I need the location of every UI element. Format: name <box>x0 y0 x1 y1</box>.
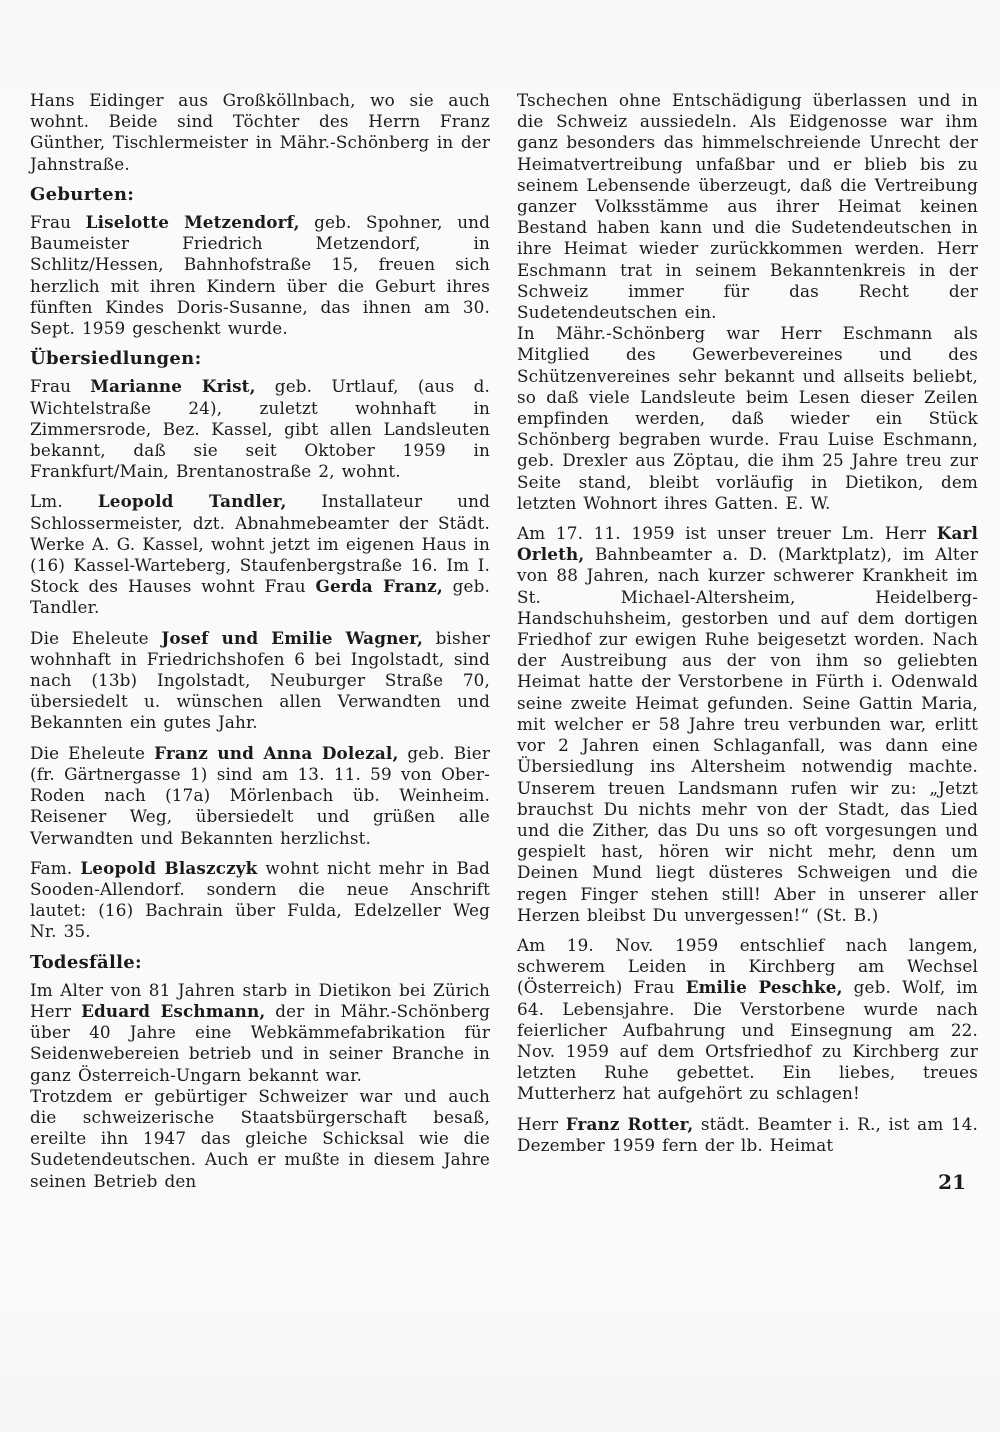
text-run: Hans Eidinger aus Großköllnbach, wo sie auch wohnt. Beide sind Töchter des Herrn Franz Günther, Tischlermeister in Mähr.-Schönberg in der Jahnstraße. <box>30 90 490 174</box>
text-run: Frau <box>30 376 91 397</box>
heading-uebersiedlungen: Übersiedlungen: <box>30 348 202 370</box>
paragraph-tandler <box>30 491 490 618</box>
text-run: Installateur und Schlossermeister, dzt. Abnahmebeamter der Städt. Werke A. G. Kassel, wohnt jetzt im eigenen Haus in (16) Kassel-Warteberg, Staufenbergstraße 16. Im I. Stock des Hauses wohnt Frau <box>30 491 490 597</box>
text-run: Im Alter von 81 Jahren starb in Dietikon bei Zürich Herr <box>30 979 490 1021</box>
right-column <box>517 90 978 1194</box>
paragraph-eschmann-3 <box>517 90 978 323</box>
page-number: 21 <box>938 1169 966 1194</box>
text-run: wohnt nicht mehr in Bad Sooden-Allendorf. sondern die neue Anschrift lautet: (16) Bachrain über Fulda, Edelzeller Weg Nr. 35. <box>30 857 491 942</box>
text-run: geb. Spohner, und Baumeister Friedrich Metzendorf, in Schlitz/Hessen, Bahnhofstraße 15, freuen sich herzlich mit ihren Kindern über die Geburt ihres fünften Kindes Doris-Susanne, das ihnen am 30. Sept. 1959 geschenkt wurde. <box>30 212 490 339</box>
bold-text-run: Leopold Blaszczyk <box>80 857 258 878</box>
text-run: Lm. <box>30 491 98 512</box>
paragraph-rotter <box>517 1114 978 1156</box>
paragraph-blaszczyk <box>30 858 490 943</box>
bold-text-run: Josef und Emilie Wagner, <box>161 627 424 648</box>
paragraph-orleth <box>517 523 978 926</box>
paragraph-eschmann-2 <box>30 1086 490 1192</box>
paragraph-peschke <box>517 935 978 1105</box>
text-run: Bahnbeamter a. D. (Marktplatz), im Alter von 88 Jahren, nach kurzer schwerer Krankheit im St. Michael-Altersheim, Heidelberg-Handschuhsheim, gestorben und auf dem dortigen Friedhof zur ewigen Ruhe beigesetzt worden. Nach der Austreibung aus der von ihm so geliebten Heimat hatte der Verstorbene in Fürth i. Odenwald seine zweite Heimat gefunden. Seine Gattin Maria, mit welcher er 58 Jahre treu verbunden war, erlitt vor 2 Jahren einen Schlaganfall, was dann eine Übersiedlung ins Altersheim notwendig machte. Unserem treuen Landsmann rufen wir zu: „Jetzt brauchst Du nichts mehr von der Stadt, das Lied und die Zither, das Du uns so oft vorgesungen und gespielt hast, hören wir nicht mehr, denn um Deinen Mund liegt düsteres Schweigen und die regen Finger stehen still! Aber in unserer aller Herzen bleibst Du unvergessen!“ (St. B.) <box>517 544 978 925</box>
heading-geburten: Geburten: <box>30 183 135 205</box>
bold-text-run: Eduard Eschmann, <box>81 1000 266 1021</box>
bold-text-run: Emilie Peschke, <box>685 977 843 998</box>
text-run: Trotzdem er gebürtiger Schweizer war und auch die schweizerische Staatsbürgerschaft besaß, ereilte ihn 1947 das gleiche Schicksal wie die Sudetendeutschen. Auch er mußte in diesem Jahre seinen Betrieb den <box>30 1085 490 1191</box>
text-run: geb. Urtlauf, (aus d. Wichtelstraße 24), zuletzt wohnhaft in Zimmersrode, Bez. Kassel, gibt allen Landsleuten bekannt, daß sie seit Oktober 1959 in Frankfurt/Main, Brentanostraße 2, wohnt. <box>30 376 490 482</box>
text-run: Am 17. 11. 1959 ist unser treuer Lm. Herr <box>517 523 937 544</box>
bold-text-run: Franz und Anna Dolezal, <box>154 742 399 763</box>
text-run: Tschechen ohne Entschädigung überlassen und in die Schweiz aussiedeln. Als Eidgenosse war ihm ganz besonders das himmelschreiende Unrecht der Heimatvertreibung unfaßbar und er blieb bis zu seinem Lebensende überzeugt, daß die Vertreibung ganzer Volksstämme aus ihrer Heimat keinen Bestand haben kann und die Sudetendeutschen in ihre Heimat wieder zurückkommen werden. Herr Eschmann trat in seinem Bekanntenkreis in der Schweiz immer für das Recht der Sudetendeutschen ein. <box>517 90 978 323</box>
paragraph-wagner <box>30 628 490 734</box>
paragraph-krist <box>30 376 490 482</box>
text-run: der in Mähr.-Schönberg über 40 Jahre eine Webkämmefabrikation für Seidenwebereien betrieb und in seiner Branche in ganz Österreich-Ungarn bekannt war. <box>30 1000 490 1085</box>
text-run: städt. Beamter i. R., ist am 14. Dezember 1959 fern der lb. Heimat <box>517 1113 978 1155</box>
bold-text-run: Leopold Tandler, <box>97 491 287 512</box>
paragraph-dolezal <box>30 743 490 849</box>
paragraph-eidinger <box>30 90 490 175</box>
paragraph-eschmann-4 <box>517 323 978 514</box>
heading-todesfaelle: Todesfälle: <box>30 951 142 973</box>
two-column-layout <box>30 90 978 1201</box>
text-run: geb. Tandler. <box>30 576 490 618</box>
text-run: bisher wohnhaft in Friedrichshofen 6 bei Ingolstadt, sind nach (13b) Ingolstadt, Neuburger Straße 70, übersiedelt u. wünschen allen Verwandten und Bekannten ein gutes Jahr. <box>30 627 490 733</box>
bold-text-run: Franz Rotter, <box>565 1113 694 1134</box>
paragraph-metzendorf <box>30 212 490 339</box>
text-run: Die Eheleute <box>30 627 162 648</box>
text-run: Frau <box>30 212 86 233</box>
bold-text-run: Karl Orleth, <box>517 523 978 565</box>
text-run: Am 19. Nov. 1959 entschlief nach langem, schwerem Leiden in Kirchberg am Wechsel (Österreich) Frau <box>517 934 978 998</box>
text-run: Herr <box>517 1113 566 1134</box>
text-run: In Mähr.-Schönberg war Herr Eschmann als Mitglied des Gewerbevereines und des Schützenvereines sehr bekannt und allseits beliebt, so daß viele Landsleute beim Lesen dieser Zeilen empfinden werden, daß wieder ein Stück Schönberg begraben wurde. Frau Luise Eschmann, geb. Drexler aus Zöptau, die ihm 25 Jahre treu zur Seite stand, bleibt vorläufig in Dietikon, dem letzten Wohnort ihres Gatten. E. W. <box>517 323 978 513</box>
paragraph-eschmann-1 <box>30 980 490 1086</box>
bold-text-run: Liselotte Metzendorf, <box>85 212 300 233</box>
bold-text-run: Gerda Franz, <box>315 576 443 597</box>
bold-text-run: Marianne Krist, <box>90 376 256 397</box>
text-run: geb. Bier (fr. Gärtnergasse 1) sind am 13. 11. 59 von Ober-Roden nach (17a) Mörlenbach üb. Weinheim. Reisener Weg, übersiedelt und grüßen alle Verwandten und Bekannten herzlichst. <box>30 742 490 848</box>
text-run: geb. Wolf, im 64. Lebensjahre. Die Verstorbene wurde nach feierlicher Aufbahrung und Einsegnung am 22. Nov. 1959 auf dem Ortsfriedhof zu Kirchberg zur letzten Ruhe gebettet. Ein liebes, treues Mutterherz hat aufgehört zu schlagen! <box>517 977 978 1104</box>
text-run: Die Eheleute <box>30 742 155 763</box>
text-run: Fam. <box>30 857 81 878</box>
left-column <box>30 90 490 1201</box>
